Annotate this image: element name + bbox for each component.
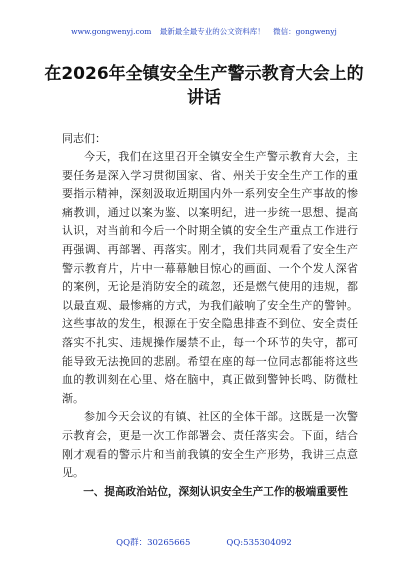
qq-group-link[interactable]: QQ群：30265665 <box>116 538 191 548</box>
salutation: 同志们： <box>62 132 106 145</box>
document-title: 在2026年全镇安全生产警示教育大会上的讲话 <box>44 64 364 108</box>
site-slogan: 最新最全最专业的公文资料库！ <box>159 27 265 36</box>
body-paragraph-2: 参加今天会议的有镇、社区的全体干部。这既是一次警示教育会，更是一次工作部署会、责任落实会。下面，结合刚才观看的警示片和当前我镇的安全生产形势，我讲三点意见。 <box>62 410 358 480</box>
wechat-id: 微信：gongwenyj <box>273 27 337 36</box>
body-paragraph-1: 今天，我们在这里召开全镇安全生产警示教育大会，主要任务是深入学习贯彻国家、省、州关于安全生产工作的重要指示精神，深刻汲取近期国内外一系列安全生产事故的惨痛教训，通过以案为鉴、以案明纪，进一步统一思想、提高认识，对当前和今后一个时期全镇的安全生产重点工作进行再强调、再部署、再落实。刚才，我们共同观看了安全生产警示教育片，片中一幕幕触目惊心的画面、一个个发人深省的案例，无论是消防安全的疏忽，还是燃气使用的违规，都以最直观、最惨痛的方式，为我们敲响了安全生产的警钟。这些事故的发生，根源在于安全隐患排查不到位、安全责任落实不扎实、违规操作屡禁不止，每一个环节的失守，都可能导致无法挽回的悲剧。希望在座的每一位同志都能将这些血的教训刻在心里、烙在脑中，真正做到警钟长鸣、防微杜渐。 <box>62 150 358 405</box>
section-heading-1: 一、提高政治站位，深刻认识安全生产工作的极端重要性 <box>83 485 349 498</box>
site-footer <box>0 536 408 548</box>
site-url-link[interactable]: www.gongwenyj.com <box>71 27 152 36</box>
document-body <box>62 148 358 501</box>
qq-contact-link[interactable]: QQ:535304092 <box>226 538 292 548</box>
site-header <box>0 26 408 37</box>
